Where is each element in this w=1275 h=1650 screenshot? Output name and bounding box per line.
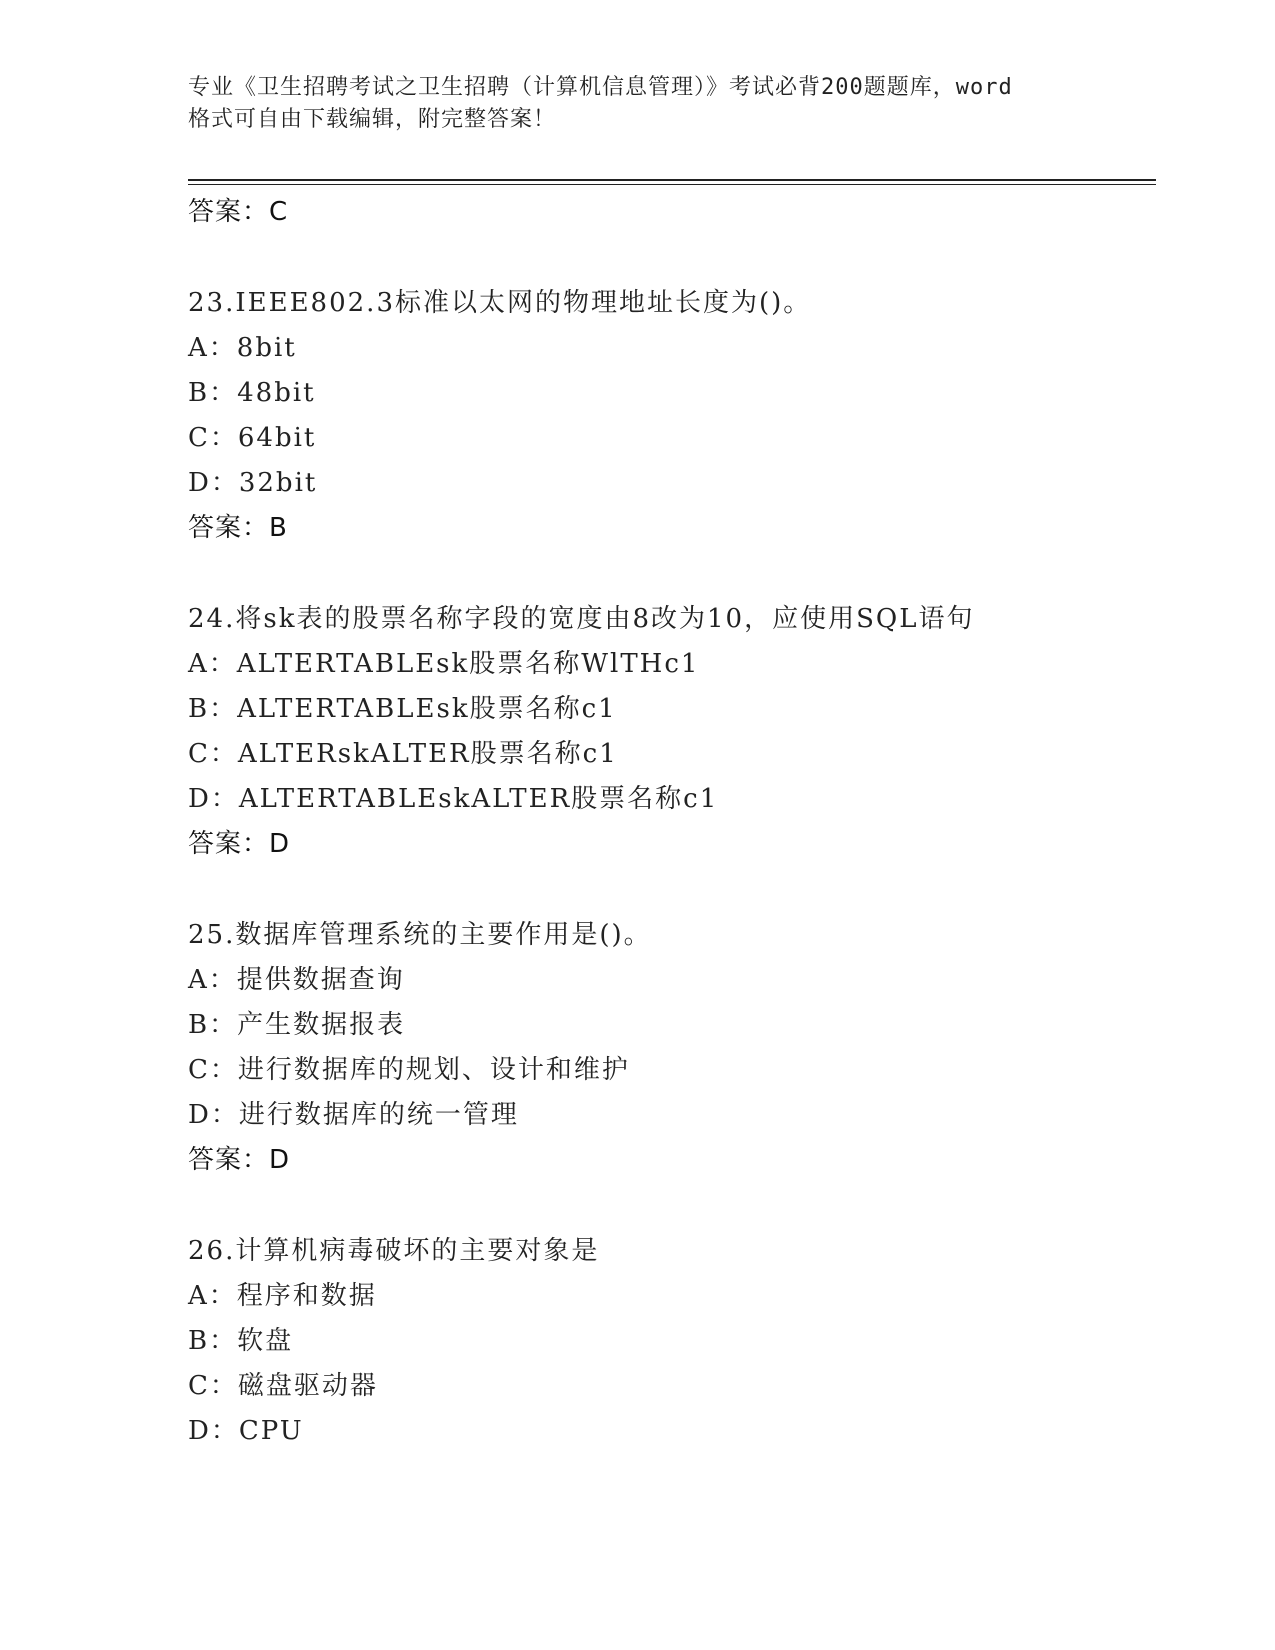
- question-23: [188, 281, 1156, 551]
- option-d: D：32bit: [188, 468, 318, 498]
- answer-previous: 答案：C: [188, 197, 289, 227]
- option-d: D：ALTERTABLEskALTER股票名称c1: [188, 784, 719, 814]
- option-b: B：产生数据报表: [188, 1010, 406, 1040]
- option-a: A：ALTERTABLEsk股票名称WlTHc1: [188, 649, 700, 679]
- question-title: 24.将sk表的股票名称字段的宽度由8改为10，应使用SQL语句: [188, 604, 975, 634]
- answer: 答案：D: [188, 829, 291, 859]
- spacer: [188, 551, 1156, 597]
- header-rule-thick: [188, 179, 1156, 181]
- option-d: D：CPU: [188, 1416, 304, 1446]
- header-line-2: 格式可自由下载编辑，附完整答案！: [188, 107, 557, 132]
- option-b: B：48bit: [188, 378, 316, 408]
- option-c: C：64bit: [188, 423, 317, 453]
- question-title: 25.数据库管理系统的主要作用是()。: [188, 920, 652, 950]
- header-rule-thin: [188, 184, 1156, 185]
- option-d: D：进行数据库的统一管理: [188, 1100, 519, 1130]
- spacer: [188, 235, 1156, 281]
- option-a: A：8bit: [188, 333, 297, 363]
- option-c: C：磁盘驱动器: [188, 1371, 378, 1401]
- question-title: 26.计算机病毒破坏的主要对象是: [188, 1236, 600, 1266]
- option-a: A：提供数据查询: [188, 965, 405, 995]
- option-b: B：软盘: [188, 1326, 294, 1356]
- option-b: B：ALTERTABLEsk股票名称c1: [188, 694, 617, 724]
- spacer: [188, 867, 1156, 913]
- header-line-1: 专业《卫生招聘考试之卫生招聘（计算机信息管理）》考试必背200题题库，word: [188, 75, 1013, 100]
- document-header: [188, 72, 1088, 136]
- question-25: [188, 913, 1156, 1183]
- option-c: C：进行数据库的规划、设计和维护: [188, 1055, 630, 1085]
- question-content: [188, 190, 1156, 1454]
- question-26: [188, 1229, 1156, 1454]
- spacer: [188, 1183, 1156, 1229]
- option-c: C：ALTERskALTER股票名称c1: [188, 739, 618, 769]
- answer: 答案：D: [188, 1145, 291, 1175]
- question-title: 23.IEEE802.3标准以太网的物理地址长度为()。: [188, 288, 812, 318]
- question-24: [188, 597, 1156, 867]
- option-a: A：程序和数据: [188, 1281, 377, 1311]
- answer: 答案：B: [188, 513, 288, 543]
